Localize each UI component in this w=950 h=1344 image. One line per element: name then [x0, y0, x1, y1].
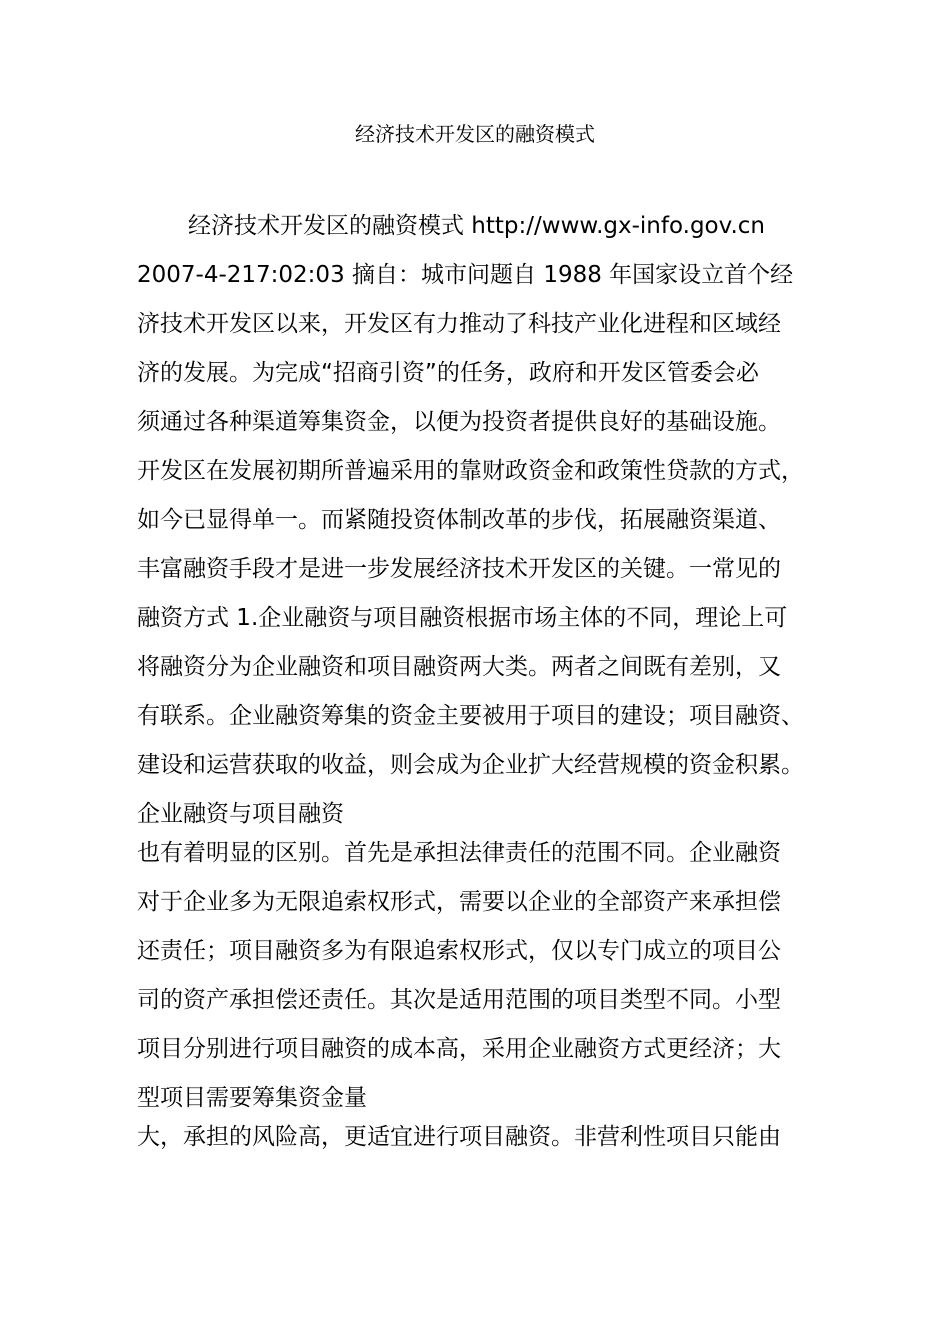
paragraph-line: 融资方式 1.企业融资与项目融资根据市场主体的不同，理论上可 — [137, 605, 788, 631]
document-body — [137, 208, 817, 1168]
paragraph-line: 2007-4-217:02:03 摘自：城市问题自 1988 年国家设立首个经 — [137, 262, 794, 288]
paragraph-line: 开发区在发展初期所普遍采用的靠财政资金和政策性贷款的方式， — [137, 458, 804, 484]
paragraph-line: 有联系。企业融资筹集的资金主要被用于项目的建设；项目融资、 — [137, 703, 804, 729]
paragraph-line: 丰富融资手段才是进一步发展经济技术开发区的关键。一常见的 — [137, 556, 781, 582]
paragraph-line: 还责任；项目融资多为有限追索权形式，仅以专门成立的项目公 — [137, 938, 781, 964]
paragraph-line: 建设和运营获取的收益，则会成为企业扩大经营规模的资金积累。 — [137, 752, 804, 778]
paragraph-line: 经济技术开发区的融资模式 http://www.gx-info.gov.cn — [188, 213, 765, 239]
paragraph-line: 企业融资与项目融资 — [137, 801, 344, 827]
paragraph-line: 司的资产承担偿还责任。其次是适用范围的项目类型不同。小型 — [137, 987, 781, 1013]
paragraph-line: 大，承担的风险高，更适宜进行项目融资。非营利性项目只能由 — [137, 1124, 781, 1150]
paragraph-line: 也有着明显的区别。首先是承担法律责任的范围不同。企业融资 — [137, 840, 781, 866]
paragraph-line: 将融资分为企业融资和项目融资两大类。两者之间既有差别，又 — [137, 654, 781, 680]
paragraph-line: 对于企业多为无限追索权形式，需要以企业的全部资产来承担偿 — [137, 889, 781, 915]
paragraph-line: 济技术开发区以来，开发区有力推动了科技产业化进程和区域经 — [137, 311, 781, 337]
paragraph-line: 济的发展。为完成“招商引资”的任务，政府和开发区管委会必 — [137, 360, 759, 386]
paragraph-line: 须通过各种渠道筹集资金，以便为投资者提供良好的基础设施。 — [137, 409, 781, 435]
paragraph-line: 项目分别进行项目融资的成本高，采用企业融资方式更经济；大 — [137, 1036, 781, 1062]
paragraph-line: 如今已显得单一。而紧随投资体制改革的步伐，拓展融资渠道、 — [137, 507, 781, 533]
paragraph-line: 型项目需要筹集资金量 — [137, 1085, 367, 1111]
document-title: 经济技术开发区的融资模式 — [355, 122, 595, 146]
